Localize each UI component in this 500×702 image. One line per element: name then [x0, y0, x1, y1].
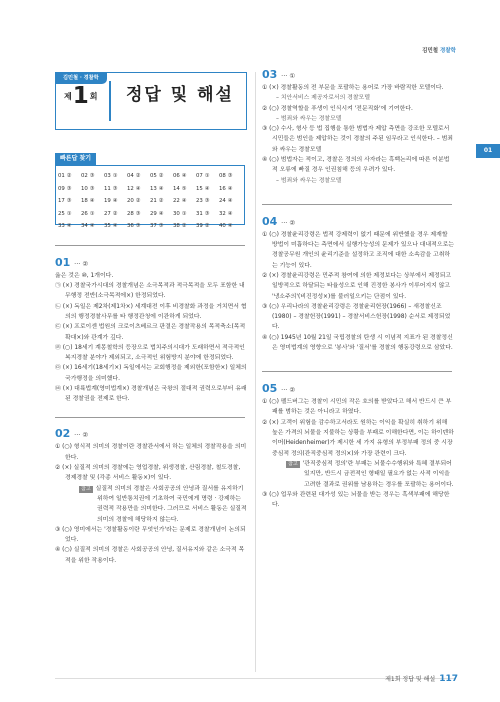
quick-answer-cell: 36 ③ — [127, 223, 141, 229]
q02-heading — [55, 427, 247, 442]
header-author: 김민철 — [422, 48, 439, 54]
quick-answer-cell: 03 ① — [104, 173, 118, 179]
q05-line: ③ (○) 업무와 관련된 대가성 있는 뇌물을 받는 경우는 흑색부패에 해당한다. — [262, 491, 450, 509]
q05-heading — [262, 382, 454, 397]
q02-note — [55, 484, 247, 525]
q04-line: ③ (○) 우리나라의 경찰윤리강령은 경찰윤리헌장(1966) – 새경찰신조(1980) – 경찰헌장(1991) – 경찰서비스헌장(1998) 순서로 제정되었다. — [262, 303, 451, 331]
q05-answer: ··· ② — [281, 386, 296, 395]
q03-dash: – 범죄와 싸우는 경찰모델 — [276, 115, 342, 122]
q02-number: 02 — [55, 427, 71, 441]
page-title: 정답 및 해설 — [126, 85, 234, 105]
q04-line: ① (○) 경찰윤리강령은 법적 강제력이 없기 때문에 위반했을 경우 제재할 방법이 미흡하다는 측면에서 실행가능성의 문제가 있으나 대내적으로는 경찰공무원 개인의 윤리기준을 설정하고 조직에 대한 소속감을 고취하는 기능이 있다. — [262, 231, 454, 269]
q02-answer: ··· ② — [74, 431, 89, 440]
page-number: 117 — [439, 674, 458, 684]
chapter-tab: 01 — [476, 144, 500, 158]
q05-note-text: '관직중심적 정의'란 부패는 뇌물수수행위와 특혜 결부되어 있지만, 반드시 금전적인 형태일 필요가 없는 사적 이익을 고려한 결과로 권위를 남용하는 경우를 포괄하는 용어이다. — [302, 460, 454, 488]
quick-answer-cell: 13 ④ — [150, 185, 164, 192]
q04-line: ④ (○) 1945년 10월 21일 국립경찰의 탄생 시 이념적 지표가 된 경찰정신은 영미법계의 영향으로 '봉사'와 '질서'를 경찰의 행동강령으로 삼았다. — [262, 334, 453, 352]
quick-answer-cell: 25 ① — [58, 210, 72, 217]
q03-line: ③ (○) 수사, 형사 등 법 집행을 통한 범법자 제압 측면을 강조한 모델로서 시민들은 범인을 제압하는 것이 경찰의 주된 임무라고 인식한다. – 범죄와 싸우는 경찰모델 — [262, 126, 453, 153]
running-header — [422, 46, 456, 54]
quick-answer-cell: 15 ④ — [196, 185, 210, 192]
section-rule — [55, 417, 245, 418]
q03-dash: – 치안서비스 제공자로서의 경찰모델 — [276, 95, 370, 102]
q02-note-text: 실질적 의미의 경찰은 사회공공의 안녕과 질서를 유지하기 위하여 일반통치권에 기초하여 국민에게 명령 · 강제하는 권력적 작용만을 의미한다. 그러므로 서비스 활동은 실질적 의미의 경찰에 해당하지 않는다. — [95, 485, 247, 523]
quick-answer-cell: 12 ④ — [127, 185, 141, 192]
q03-line: ④ (○) 범법자는 적이고, 경찰은 정의의 사자라는 흑백논리에 따른 이분법적 오류에 빠질 경우 인권침해 등의 우려가 있다. — [262, 157, 450, 174]
q02-line: ③ (○) 영미에서는 '경찰활동이란 무엇인가'라는 문제로 경찰개념이 논의되었다. — [55, 526, 246, 544]
q01-number: 01 — [55, 255, 71, 269]
q01-line: ㉢ (×) 프로이센 법원의 크로이츠베르크 판결은 경찰작용의 목적축소(목적확대×)와 관계가 깊다. — [55, 324, 246, 341]
note-tag: 참고 — [81, 485, 91, 492]
quick-answer-cell: 34 ④ — [81, 223, 95, 229]
q04-number: 04 — [262, 214, 278, 228]
q04-answer: ··· ② — [281, 218, 296, 227]
q02-line: ① (○) 형식적 의미의 경찰이란 경찰관서에서 하는 일체의 경찰작용을 의미한다. — [55, 444, 247, 461]
q02-line: ④ (○) 실질적 의미의 경찰은 사회공공의 안녕, 질서유지와 같은 소극적 목적을 위한 작용이다. — [55, 547, 245, 564]
quick-answer-row — [58, 184, 242, 197]
quick-answer-cell: 26 ① — [81, 210, 95, 217]
quick-answer-cell: 17 ③ — [58, 198, 72, 204]
quick-answer-cell: 21 ② — [150, 198, 164, 204]
quick-answer-cell: 38 ② — [173, 223, 187, 229]
quick-answer-cell: 04 ② — [127, 173, 141, 179]
quick-answer-cell: 23 ③ — [196, 198, 210, 204]
section-rule — [55, 245, 245, 246]
column-divider — [255, 72, 256, 672]
quick-answer-cell: 28 ③ — [127, 210, 141, 217]
q01-line: ㉥ (×) 대륙법계(영미법계×) 경찰개념은 국왕의 절대적 권력으로부터 유래된 경찰권을 전제로 한다. — [55, 386, 247, 403]
quick-answer-cell: 37 ③ — [150, 223, 164, 229]
q05-line: ② (×) 고객이 위험을 감수하고서라도 원하는 이익을 확실히 취하기 위해 높은 가격의 뇌물을 지불하는 상황을 부패로 이해한다면, 이는 하이덴하이머(Heidenheimer)가 제시한 세 가지 유형의 부정부패 정의 중 시장중심적 정의(관직중심적 정의×)와 가장 관련이 크다. — [262, 419, 454, 457]
q05-number: 05 — [262, 382, 278, 396]
q01-line: 옳은 것은 ⑩, 1개이다. — [55, 272, 114, 279]
section-rule — [262, 371, 452, 372]
quick-answer-cell: 01 ② — [58, 173, 72, 179]
quick-answer-cell: 31 ③ — [196, 210, 210, 217]
quick-answer-row — [58, 171, 242, 184]
page-footer — [385, 674, 458, 684]
quick-answer-cell: 07 ① — [196, 173, 210, 179]
quick-answer-cell: 18 ④ — [81, 198, 95, 204]
quick-answer-cell: 29 ④ — [150, 210, 164, 217]
quick-answer-cell: 33 ④ — [58, 223, 72, 229]
q02-line: ② (×) 실질적 의미의 경찰에는 영업경찰, 위생경찰, 산림경찰, 철도경찰, 경제경찰 및 (각종 서비스 활동×)이 있다. — [55, 465, 241, 482]
quick-answer-cell: 30 ① — [173, 210, 187, 217]
quick-answer-cell: 11 ③ — [104, 185, 118, 192]
q04-line: ② (×) 경찰윤리강령은 민주적 참여에 의한 제정보다는 상부에서 제정되고 일방적으로 하달되는 타율성으로 인해 진정한 봉사가 이루어지지 않고 '냉소주의'(비진정성×)를 불러일으키는 단점이 있다. — [262, 272, 452, 300]
q01-line: ㉠ (×) 경찰국가시대의 경찰개념은 소극목적과 적극목적을 모두 포함한 내무행정 전반(소극목적에×) 한정되었다. — [55, 283, 245, 300]
quick-answer-cell: 40 ④ — [219, 223, 233, 229]
q04-heading — [262, 215, 454, 230]
q03-line: ② (○) 경찰역할을 푸생이 인식시켜 '전문직화'에 기여한다. — [262, 105, 413, 112]
quick-answer-row — [58, 196, 242, 209]
quick-answer-cell: 24 ④ — [219, 198, 233, 204]
section-rule — [262, 204, 452, 205]
title-box-label: 김민철 · 경찰학 — [55, 72, 107, 84]
q03-number: 03 — [262, 68, 278, 81]
quick-answer-cell: 19 ④ — [104, 198, 118, 204]
quick-answer-cell: 08 ③ — [219, 173, 233, 179]
right-column — [262, 68, 454, 510]
q03-dash: – 범죄와 싸우는 경찰모델 — [276, 177, 342, 184]
q05-line: ① (○) 펠드버그는 경찰이 시민의 작은 호의를 받았다고 해서 반드시 큰 부패를 범하는 것은 아니라고 하였다. — [262, 399, 452, 416]
quick-answer-cell: 16 ④ — [219, 185, 233, 192]
quick-answer-cell: 14 ⑤ — [173, 185, 187, 192]
q03-line: ① (×) 경찰활동의 전 부문을 포괄하는 용어로 가장 바람직한 모델이다. — [262, 85, 444, 91]
quick-answer-cell: 02 ③ — [81, 173, 95, 179]
q03-heading — [262, 68, 454, 83]
quick-answer-row — [58, 209, 242, 222]
note-tag: 참고 — [288, 460, 298, 467]
q01-line: ㉤ (×) 16세기(18세기×) 독일에서는 교회행정을 제외한(포함한×) 일체의 국가행정을 의미했다. — [55, 365, 247, 382]
quick-answer-cell: 10 ③ — [81, 185, 95, 192]
title-divider — [109, 81, 111, 121]
round-prefix: 제 — [64, 92, 72, 101]
quick-answer-cell: 09 ③ — [58, 185, 72, 192]
quick-answer-table — [55, 165, 245, 229]
q01-heading — [55, 256, 247, 271]
title-box — [55, 72, 247, 130]
header-subject: 경찰학 — [440, 48, 456, 54]
q05-note — [262, 459, 454, 490]
quick-answer-cell: 32 ④ — [219, 210, 233, 217]
left-column — [55, 72, 247, 566]
round-number — [64, 83, 98, 109]
q03-answer: ··· ① — [281, 72, 296, 80]
q01-line: ㉣ (○) 18세기 계몽철학의 등장으로 법치주의시대가 도래하면서 적극적인 복지경찰 분야가 제외되고, 소극적인 위험방지 분야에 한정되었다. — [55, 344, 245, 362]
q01-line: ㉡ (×) 독일은 제2차(제1차×) 세계대전 이후 비경찰화 과정을 거치면서 협의의 행정경찰사무를 타 행정관청에 이관하게 되었다. — [55, 303, 247, 320]
q01-answer: ··· ② — [74, 259, 89, 268]
round-suffix: 회 — [89, 92, 98, 101]
quick-answer-cell: 35 ④ — [104, 223, 118, 229]
footer-label: 제1회 정답 및 해설 — [385, 676, 436, 683]
quick-answer-cell: 39 ② — [196, 223, 210, 229]
quick-answer-row — [58, 221, 242, 234]
quick-answer-cell: 20 ② — [127, 198, 141, 204]
quick-answer-cell: 22 ④ — [173, 198, 187, 204]
quick-answer-cell: 05 ② — [150, 173, 164, 179]
quick-answer-heading: 빠른답 찾기 — [55, 153, 96, 165]
quick-answer-cell: 06 ④ — [173, 173, 187, 179]
round-num: 1 — [72, 83, 89, 109]
quick-answer-cell: 27 ② — [104, 210, 118, 217]
